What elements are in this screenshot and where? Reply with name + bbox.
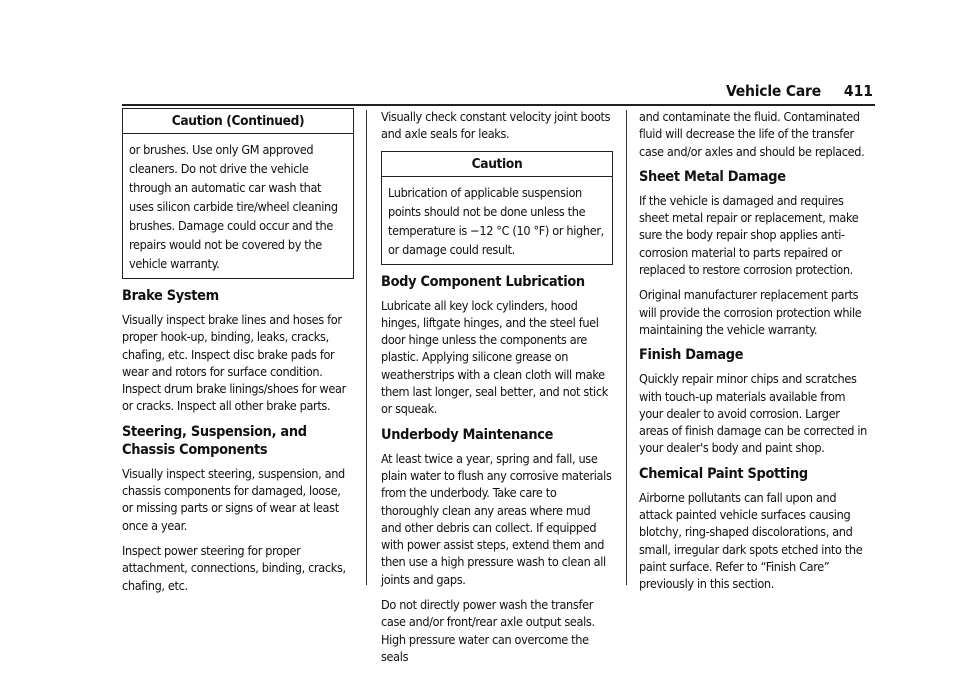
- finish-damage-text: Quickly repair minor chips and scratches with touch-up materials available from your dealer to avoid corrosion. Larger areas of finish damage can be corrected in your dealer's body and paint shop.: [639, 371, 868, 456]
- underbody-text-2: Do not directly power wash the transfer case and/or front/rear axle output seals. High pressure water can overcome the seals: [381, 597, 595, 664]
- cv-joint-text: Visually check constant velocity joint boots and axle seals for leaks.: [381, 109, 611, 142]
- brake-system-heading: Brake System: [122, 288, 219, 304]
- column-3: [639, 108, 871, 601]
- chemical-spotting-heading: Chemical Paint Spotting: [639, 465, 808, 482]
- caution-continued-title: Caution (Continued): [123, 109, 353, 134]
- body-lubrication-text: Lubricate all key lock cylinders, hood hinges, liftgate hinges, and the steel fuel door hinge unless the components are plastic. Applying silicone grease on weatherstrips with a clean cloth will make them last longer, seal better, and not stick or squeak.: [381, 297, 608, 417]
- caution-text: Lubrication of applicable suspension points should not be done unless the temperature is −12 °C (10 °F) or higher, or damage could result.: [388, 184, 604, 257]
- steering-text-1: Visually inspect steering, suspension, and chassis components for damaged, loose, or missing parts or signs of wear at least once a year.: [122, 465, 345, 533]
- caution-title: Caution: [382, 152, 612, 177]
- brake-system-text: Visually inspect brake lines and hoses for proper hook-up, binding, leaks, cracks, chafing, etc. Inspect disc brake pads for wear and rotors for surface condition. Inspect drum brake linings/shoes for wear or cracks. Inspect all other brake parts.: [122, 312, 346, 414]
- underbody-heading: Underbody Maintenance: [381, 426, 554, 443]
- caution-continued-box: [122, 108, 354, 279]
- steering-text-2: Inspect power steering for proper attachment, connections, binding, cracks, chafing, etc.: [122, 542, 346, 593]
- caution-box: [381, 151, 613, 265]
- column-divider-1: [366, 110, 367, 585]
- finish-damage-heading: Finish Damage: [639, 347, 744, 364]
- sheet-metal-text-1: If the vehicle is damaged and requires sheet metal repair or replacement, make sure the body repair shop applies anti-corrosion material to parts repaired or replaced to restore corrosion protection.: [639, 192, 859, 278]
- contamination-text: and contaminate the fluid. Contaminated fluid will decrease the life of the transfer case and/or axles and should be replaced.: [639, 109, 865, 159]
- page-number: 411: [843, 82, 873, 100]
- caution-continued-text: or brushes. Use only GM approved cleaners. Do not drive the vehicle through an automatic car wash that uses silicon carbide tire/wheel cleaning brushes. Damage could occur and the repairs would not be covered by the vehicle warranty.: [129, 142, 338, 271]
- column-divider-2: [626, 110, 627, 585]
- page-header: [122, 82, 875, 106]
- column-1: [122, 108, 354, 602]
- underbody-text-1: At least twice a year, spring and fall, use plain water to flush any corrosive materials from the underbody. Take care to thoroughly clean any areas where mud and other debris can collect. If equipped with power assist steps, extend them and then use a high pressure wash to clean all joints and gaps.: [381, 450, 612, 587]
- column-2: [381, 108, 613, 673]
- steering-heading: Steering, Suspension, and Chassis Components: [122, 423, 307, 458]
- sheet-metal-heading: Sheet Metal Damage: [639, 168, 786, 185]
- sheet-metal-text-2: Original manufacturer replacement parts will provide the corrosion protection while maintaining the vehicle warranty.: [639, 287, 862, 337]
- section-title: Vehicle Care: [725, 82, 821, 100]
- chemical-spotting-text: Airborne pollutants can fall upon and attack painted vehicle surfaces causing blotchy, ring-shaped discolorations, and small, irregular dark spots etched into the paint surface. Refer to “Finish Care” previously in this section.: [639, 489, 863, 592]
- body-lubrication-heading: Body Component Lubrication: [381, 273, 585, 290]
